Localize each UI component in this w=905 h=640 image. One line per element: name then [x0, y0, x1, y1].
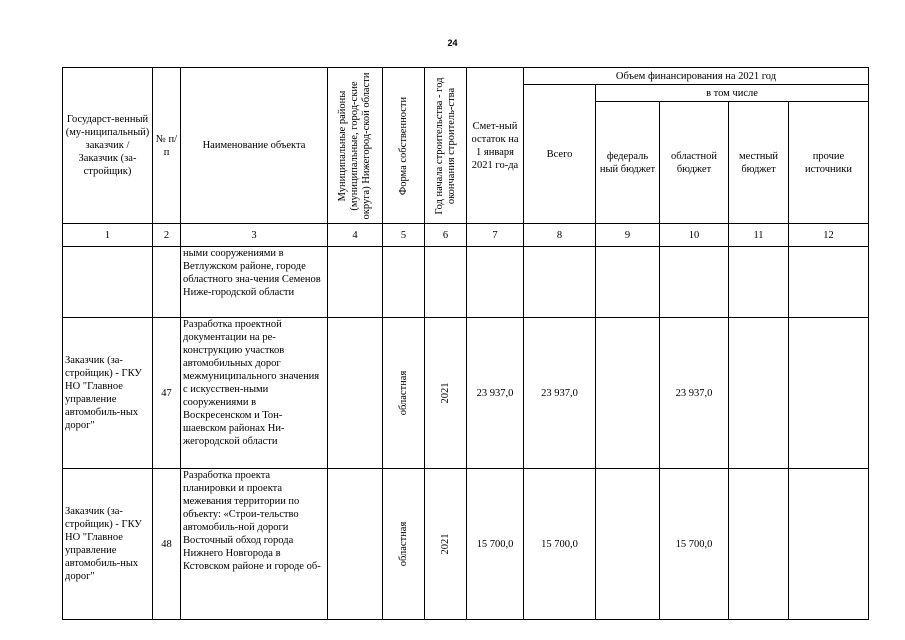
- local-cell: [729, 318, 789, 469]
- header-num: № п/ п: [153, 68, 181, 224]
- customer-cell: Заказчик (за-стройщик) - ГКУ НО "Главное управление автомобиль-ных дорог": [63, 318, 153, 469]
- years-cell: [425, 469, 467, 620]
- column-number: 2: [153, 224, 181, 247]
- federal-cell: [596, 469, 660, 620]
- table-row: [63, 247, 869, 318]
- federal-cell: [596, 247, 660, 318]
- balance-cell: 15 700,0: [467, 469, 524, 620]
- table-row: [63, 469, 869, 620]
- num-cell: 47: [153, 318, 181, 469]
- column-number-row: [63, 224, 869, 247]
- district-cell: [328, 318, 383, 469]
- years-text: 2021: [439, 382, 451, 404]
- num-cell: 48: [153, 469, 181, 620]
- column-number: 8: [524, 224, 596, 247]
- years-text: 2021: [439, 533, 451, 555]
- column-number: 9: [596, 224, 660, 247]
- object-name-cell: ными сооружениями в Ветлужском районе, городе областного зна-чения Семенов Ниже-городской области: [181, 247, 328, 318]
- local-cell: [729, 469, 789, 620]
- ownership-cell: [383, 469, 425, 620]
- other-cell: [789, 247, 869, 318]
- header-years: Год начала строительства - год окончания строитель-ства: [433, 76, 457, 215]
- header-other: прочие источники: [789, 102, 869, 224]
- header-local: местный бюджет: [729, 102, 789, 224]
- table-row: [63, 318, 869, 469]
- column-number: 7: [467, 224, 524, 247]
- federal-cell: [596, 318, 660, 469]
- district-cell: [328, 247, 383, 318]
- column-number: 6: [425, 224, 467, 247]
- column-number: 10: [660, 224, 729, 247]
- object-name-cell: Разработка проектной документации на ре-конструкцию участков автомобильных дорог межмуниципального значения с искусствен-ными сооружениями в Воскресенском и Тон-шаевском районах Ни-жегородской области: [181, 318, 328, 469]
- column-number: 4: [328, 224, 383, 247]
- balance-cell: 23 937,0: [467, 318, 524, 469]
- header-years-cell: [425, 68, 467, 224]
- regional-cell: 23 937,0: [660, 318, 729, 469]
- column-number: 3: [181, 224, 328, 247]
- header-regional: областной бюджет: [660, 102, 729, 224]
- other-cell: [789, 318, 869, 469]
- header-estimated-balance: Смет-ный остаток на 1 января 2021 го-да: [467, 68, 524, 224]
- financing-table: [62, 67, 869, 620]
- header-including: в том числе: [596, 85, 869, 102]
- header-federal: федераль ный бюджет: [596, 102, 660, 224]
- column-number: 11: [729, 224, 789, 247]
- ownership-text: областная: [397, 521, 409, 567]
- object-name-cell: Разработка проекта планировки и проекта межевания территории по объекту: «Строи-тельство автомобиль-ной дороги Восточный обход города Нижнего Новгорода в Кстовском районе и городе об-: [181, 469, 328, 620]
- ownership-cell: [383, 247, 425, 318]
- header-total: Всего: [524, 85, 596, 224]
- header-district: Муниципальные районы (муниципальные, город-ские округа) Нижегород-ской области: [337, 72, 372, 219]
- years-cell: [425, 247, 467, 318]
- district-cell: [328, 469, 383, 620]
- years-cell: [425, 318, 467, 469]
- column-number: 1: [63, 224, 153, 247]
- total-cell: 23 937,0: [524, 318, 596, 469]
- header-ownership: Форма собственности: [397, 96, 409, 195]
- customer-cell: Заказчик (за-стройщик) - ГКУ НО "Главное управление автомобиль-ных дорог": [63, 469, 153, 620]
- ownership-cell: [383, 318, 425, 469]
- balance-cell: [467, 247, 524, 318]
- header-funding-group: Объем финансирования на 2021 год: [524, 68, 869, 85]
- column-number: 12: [789, 224, 869, 247]
- num-cell: [153, 247, 181, 318]
- header-customer: Государст-венный (му-ниципальный) заказчик / Заказчик (за-стройщик): [63, 68, 153, 224]
- ownership-text: областная: [397, 370, 409, 416]
- local-cell: [729, 247, 789, 318]
- customer-cell: [63, 247, 153, 318]
- header-district-cell: [328, 68, 383, 224]
- header-object-name: Наименование объекта: [181, 68, 328, 224]
- page-number: 24: [447, 38, 458, 48]
- regional-cell: 15 700,0: [660, 469, 729, 620]
- total-cell: 15 700,0: [524, 469, 596, 620]
- column-number: 5: [383, 224, 425, 247]
- regional-cell: [660, 247, 729, 318]
- header-ownership-cell: [383, 68, 425, 224]
- total-cell: [524, 247, 596, 318]
- other-cell: [789, 469, 869, 620]
